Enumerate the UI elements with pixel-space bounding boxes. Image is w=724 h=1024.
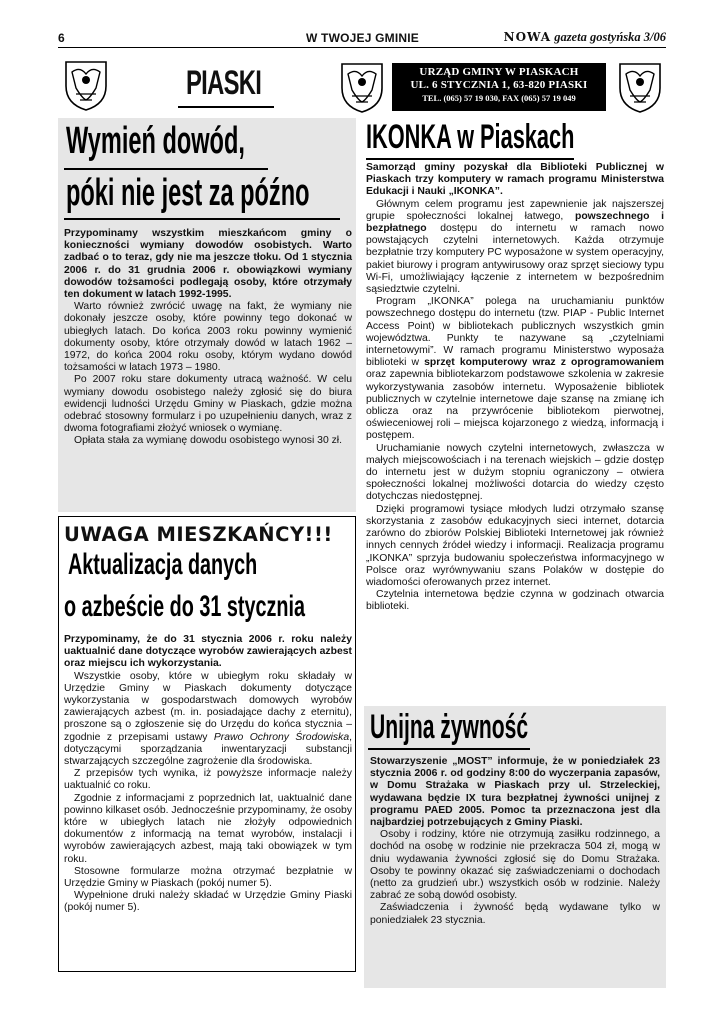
page-number: 6 xyxy=(58,31,65,45)
article-azbest-title-line1: Aktualizacja danych xyxy=(68,548,258,581)
title-underline xyxy=(368,748,530,750)
article-ikonka-paragraph: Uruchamianie nowych czytelni internetowych, zwłaszcza w małych miejscowościach i na terenach wiejskich – gdzie dostęp do internetu jest w dużym stopniu ograniczony – otwiera społeczności lokalnej możliwości dotarcia do wiedzy często dotychczas niedostępnej. xyxy=(366,442,664,503)
article-ikonka-paragraph xyxy=(366,296,664,442)
article-dowod-paragraph: Po 2007 roku stare dokumenty utracą ważność. W celu wymiany dowodu osobistego należy zgłosić się do biura ewidencji ludności Urzędu Gminy w Piaskach, gdzie można odebrać stosowny formularz i po uzupełnieniu danych, wraz z dwoma fotografiami złożyć wniosek o wymianę. xyxy=(64,374,352,435)
text-run: Głównym celem programu jest zapewnienie jak najszerszej grupie społeczności lokalnej łatwego, xyxy=(366,198,664,222)
article-dowod-paragraph: Warto również zwrócić uwagę na fakt, że wymiany nie dokonały jeszcze osoby, które powinny tego dokonać w ubiegłych latach. Do końca 2003 roku powinny wymienić dokumenty osoby, które otrzymały dowód w latach 1962 – 1972, do końca 2004 roku osoby, którym wydano dowód tożsamości w latach 1973 – 1980. xyxy=(64,301,352,374)
law-name: Prawo Ochrony Środowiska xyxy=(213,731,350,743)
text-run: oraz zapewnia bibliotekarzom podstawowe szkolenia w zakresie wykorzystywania zasobów internetu. Wyposażenie bibliotek publicznych w czytelnie internetowe daje szansę na zmianę ich oblicza oraz na przywrócenie bibliotekom pierwotnej, oświeceniowej roli – miejsca kojarzonego z wiedzą, informacją i postępem. xyxy=(366,369,664,442)
office-name: URZĄD GMINY W PIASKACH xyxy=(419,66,579,78)
article-zywnosc-body xyxy=(370,756,660,927)
section-name: PIASKI xyxy=(186,64,262,102)
publication-title xyxy=(504,30,666,45)
text-run: , dotyczącymi sporządzania inwentaryzacji substancji stwarzających szczególne zagrożenie dla środowiska. xyxy=(64,731,352,768)
article-ikonka-title: IKONKA w Piaskach xyxy=(366,118,575,156)
article-dowod-body xyxy=(64,228,352,448)
article-ikonka-paragraph: Dzięki programowi tysiące młodych ludzi otrzymało szansę skorzystania z zasobów edukacyjnych sieci internet, dotarcia zarówno do zbiorów Polskiej Biblioteki Internetowej jak również innych cennych źródeł wiedzy i informacji. Realizacja programu „IKONKA” sprzyja budowaniu społeczeństwa informacyjnego w Polsce oraz wyrównywaniu szans Polaków w dostępie do wiadomości oferowanych przez internet. xyxy=(366,503,664,588)
bold-run: sprzęt komputerowy wraz z oprogramowaniem xyxy=(424,357,664,369)
article-dowod-paragraph: Opłata stała za wymianę dowodu osobistego wynosi 30 zł. xyxy=(74,435,342,447)
article-dowod-title-line1: Wymień dowód, xyxy=(66,120,245,162)
article-zywnosc-title: Unijna żywność xyxy=(370,708,529,746)
article-azbest-lead: Przypominamy, że do 31 stycznia 2006 r. roku należy uaktualnić dane dotyczące wyrobów zawierających azbest oraz miejscu ich wykorzystania. xyxy=(64,634,352,670)
article-dowod-title-line2: póki nie jest za późno xyxy=(66,172,310,214)
article-zywnosc-lead: Stowarzyszenie „MOST” informuje, że w poniedziałek 23 stycznia 2006 r. od godziny 8:00 do wyczerpania zapasów, w Domu Strażaka w Piaskach przy ul. Strzeleckiej, wydawana będzie IX tura bezpłatnej żywności unijnej z programu PAED 2005. Pomoc ta przeznaczona jest dla najbardziej potrzebujących z Gminy Piaski. xyxy=(370,756,660,829)
coat-of-arms-right-icon xyxy=(616,60,664,114)
publication-rest: gazeta gostyńska 3/06 xyxy=(554,30,666,44)
text-run: dostępu do internetu w ramach nowo powstających czytelni internetowych. Każda otrzymuje bezpłatnie trzy komputery PC wyposażone w system operacyjny, pakiet biurowy i program antywirusowy oraz sprzęt sieciowy typu Wi-Fi, umożliwiający łączenie z internetem w bezpośrednim sąsiedztwie czytelni. xyxy=(366,223,664,296)
article-ikonka-paragraph xyxy=(366,199,664,297)
text-run: Wszystkie osoby, które w ubiegłym roku składały w Urzędzie Gminy w Piaskach dokumenty dotyczące wykorzystania w gospodarstwach domowych wyrobów zawierających azbest (m. in. posiadające dachy z eternitu), proszone są o zgłoszenie się do Urzędu do końca stycznia – zgodnie z przepisami ustawy xyxy=(64,670,352,743)
publication-prefix: NOWA xyxy=(503,30,552,44)
office-address-box xyxy=(392,63,606,111)
article-azbest-alert: UWAGA MIESZKAŃCY!!! xyxy=(64,523,333,546)
article-zywnosc-paragraph: Zaświadczenia i żywność będą wydawane tylko w poniedziałek 23 stycznia. xyxy=(370,902,660,926)
office-street: UL. 6 STYCZNIA 1, 63-820 PIASKI xyxy=(410,79,588,91)
title-underline xyxy=(64,218,340,220)
section-name-bar xyxy=(178,60,274,108)
running-header xyxy=(58,30,666,48)
coat-of-arms-center-icon xyxy=(338,60,386,114)
article-ikonka-lead: Samorząd gminy pozyskał dla Biblioteki Publicznej w Piaskach trzy komputery w ramach programu Ministerstwa Edukacji i Nauki „IKONKA”. xyxy=(366,162,664,198)
text-run: Program „IKONKA” polega na uruchamianiu punktów powszechnego dostępu do internetu (tzw. PIAP - Public Internet Access Point) w bibliotekach publicznych wszystkich gmin województwa. Punkty te nazywane są „czytelniami internetowymi”. W ramach programu Ministerstwo wyposaża biblioteki w xyxy=(366,296,664,369)
title-underline xyxy=(64,168,268,170)
article-zywnosc-paragraph: Osoby i rodziny, które nie otrzymują zasiłku rodzinnego, a dochód na osobę w rodzinie nie przekracza 504 zł, mogą w dniu wydawania żywności zgłosić się do Domu Strażaka. Osoby te powinny okazać się zaświadczeniami o dochodach (netto za grudzień ubr.) wszystkich osób w rodzinie. Należy zabrać ze sobą dowód osobisty. xyxy=(370,829,660,902)
article-azbest-paragraph: Zgodnie z informacjami z poprzednich lat, uaktualnić dane powinno kilkaset osób. Jednocześnie przypominamy, że osoby które w ubiegłych latach nie złożyły odpowiednich dokumentów z informacją na temat wyrobów, instalacji i wyrobów zawierających azbest, mają taki obowiązek w tym roku. xyxy=(64,792,353,865)
section-label: W TWOJEJ GMINIE xyxy=(306,31,420,45)
article-ikonka-paragraph: Czytelnia internetowa będzie czynna w godzinach otwarcia biblioteki. xyxy=(366,589,664,613)
article-azbest-paragraph: Wypełnione druki należy składać w Urzędzie Gminy Piaski (pokój numer 5). xyxy=(64,890,352,914)
coat-of-arms-left-icon xyxy=(62,58,110,112)
article-azbest-body xyxy=(64,634,352,915)
article-ikonka-body xyxy=(366,162,664,614)
article-azbest-paragraph xyxy=(64,671,352,769)
office-phone: TEL. (065) 57 19 030, FAX (065) 57 19 049 xyxy=(422,93,576,103)
article-azbest-paragraph: Stosowne formularze można otrzymać bezpłatnie w Urzędzie Gminy w Piaskach (pokój numer 5). xyxy=(64,865,352,890)
article-azbest-paragraph: Z przepisów tych wynika, iż powyższe informacje należy uaktualnić co roku. xyxy=(64,768,352,792)
article-azbest-title-line2: o azbeście do 31 stycznia xyxy=(64,590,306,623)
bold-run: powszechnego i bezpłatnego xyxy=(366,210,664,235)
title-underline xyxy=(366,158,574,160)
article-dowod-lead: Przypominamy wszystkim mieszkańcom gminy o konieczności wymiany dowodów osobistych. Warto zadbać o to teraz, gdy nie ma jeszcze tłoku. Od 1 stycznia 2006 r. do 31 grudnia 2006 r. obowiązkowi wymiany dowodów tożsamości podlegają osoby, które otrzymały ten dokument w latach 1992-1995. xyxy=(64,228,352,301)
